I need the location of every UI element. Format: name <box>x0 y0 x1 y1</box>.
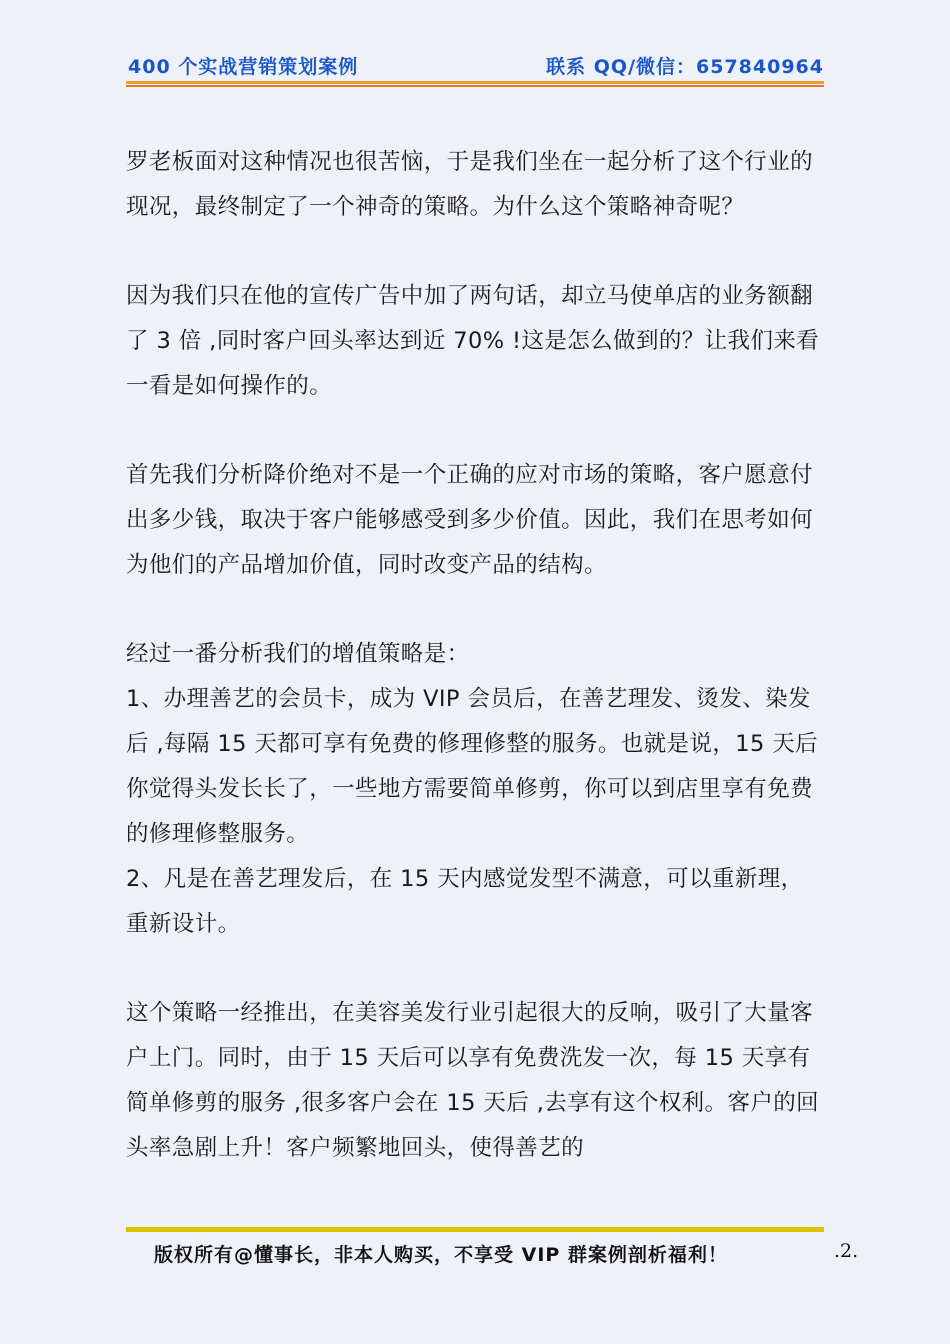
article-body <box>126 140 826 1171</box>
page-number: .2. <box>834 1240 859 1262</box>
paragraph-spacer <box>126 947 826 991</box>
header-title: 400 个实战营销策划案例 <box>128 56 359 78</box>
strategy-item-2: 2、凡是在善艺理发后，在 15 天内感觉发型不满意，可以重新理，重新设计。 <box>126 866 804 937</box>
paragraph-spacer <box>126 409 826 453</box>
paragraph-spacer <box>126 588 826 632</box>
paragraph-2: 因为我们只在他的宣传广告中加了两句话，却立马使单店的业务额翻了 3 倍 ,同时客户回头率达到近 70% !这是怎么做到的？让我们来看一看是如何操作的。 <box>126 283 820 399</box>
header-divider-secondary <box>126 85 824 87</box>
paragraph-spacer <box>126 230 826 274</box>
paragraph-3: 首先我们分析降价绝对不是一个正确的应对市场的策略，客户愿意付出多少钱，取决于客户能够感受到多少价值。因此，我们在思考如何为他们的产品增加价值，同时改变产品的结构。 <box>126 462 814 578</box>
strategy-item-1: 1、办理善艺的会员卡，成为 VIP 会员后，在善艺理发、烫发、染发后 ,每隔 15 天都可享有免费的修理修整的服务。也就是说，15 天后你觉得头发长长了，一些地方需要简单修剪，你可以到店里享有免费的修理修整服务。 <box>126 686 819 847</box>
strategy-intro: 经过一番分析我们的增值策略是： <box>126 641 470 667</box>
footer-divider <box>126 1227 824 1232</box>
header-contact: 联系 QQ/微信：657840964 <box>546 56 824 78</box>
paragraph-1: 罗老板面对这种情况也很苦恼，于是我们坐在一起分析了这个行业的现况，最终制定了一个神奇的策略。为什么这个策略神奇呢？ <box>126 149 814 220</box>
page-header <box>126 52 824 82</box>
footer-copyright: 版权所有@懂事长，非本人购买，不享受 VIP 群案例剖析福利！ <box>154 1244 728 1266</box>
header-divider <box>126 81 824 84</box>
paragraph-result: 这个策略一经推出，在美容美发行业引起很大的反响，吸引了大量客户上门。同时，由于 15 天后可以享有免费洗发一次，每 15 天享有简单修剪的服务 ,很多客户会在 15 天后 ,去享有这个权利。客户的回头率急剧上升！客户频繁地回头，使得善艺的 <box>126 1000 820 1161</box>
